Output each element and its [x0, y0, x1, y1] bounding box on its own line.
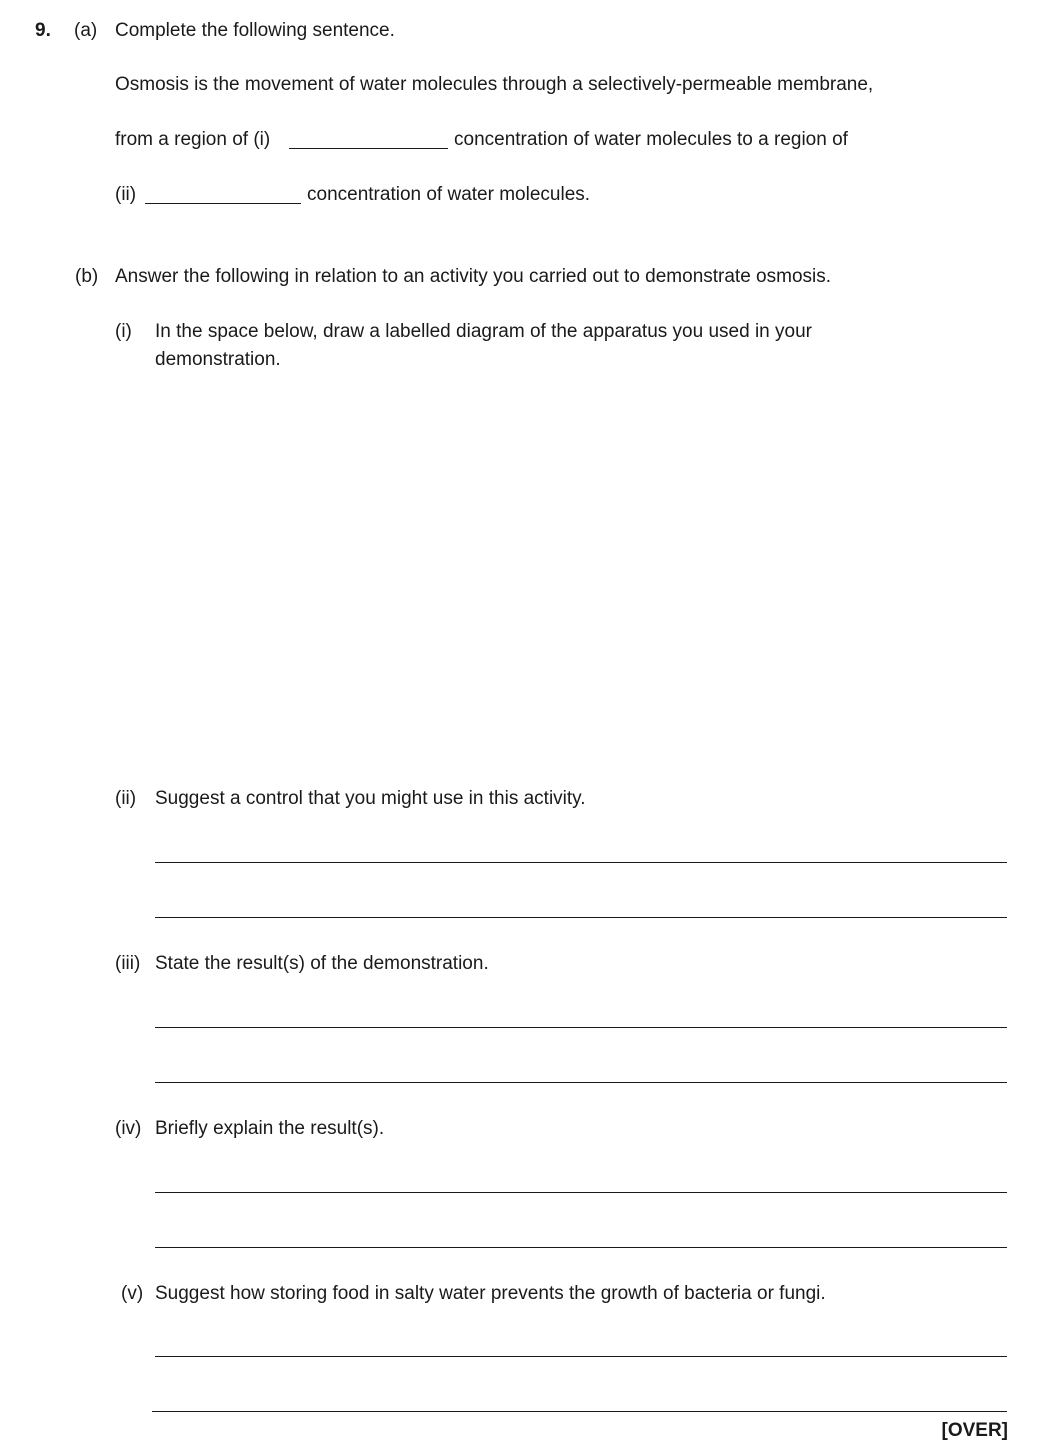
answer-blank-i[interactable] [289, 148, 448, 149]
item-iv-text: Briefly explain the result(s). [155, 1118, 385, 1139]
part-a-ii-label: (ii) [115, 184, 137, 205]
part-a-instruction: Complete the following sentence. [115, 20, 395, 41]
part-a-label: (a) [74, 20, 98, 41]
diagram-drawing-area[interactable] [155, 385, 1007, 775]
item-iv-label: (iv) [115, 1118, 142, 1139]
item-v-text: Suggest how storing food in salty water prevents the growth of bacteria or fungi. [155, 1283, 826, 1304]
item-i-text-line1: In the space below, draw a labelled diagram of the apparatus you used in your [155, 321, 812, 342]
part-a-sentence-line1: Osmosis is the movement of water molecules through a selectively-permeable membrane, [115, 74, 874, 95]
question-number: 9. [35, 20, 51, 41]
item-ii-label: (ii) [115, 788, 137, 809]
item-i-label: (i) [115, 321, 132, 342]
part-a-sentence-line2-end: concentration of water molecules to a region of [454, 129, 848, 150]
answer-line-iv-2[interactable] [155, 1247, 1007, 1248]
answer-blank-ii[interactable] [145, 203, 301, 204]
part-a-sentence-line3-end: concentration of water molecules. [307, 184, 591, 205]
item-iii-text: State the result(s) of the demonstration. [155, 953, 489, 974]
part-b-label: (b) [75, 266, 99, 287]
answer-line-iii-1[interactable] [155, 1027, 1007, 1028]
answer-line-ii-1[interactable] [155, 862, 1007, 863]
answer-line-iii-2[interactable] [155, 1082, 1007, 1083]
part-b-instruction: Answer the following in relation to an activity you carried out to demonstrate osmosis. [115, 266, 832, 287]
answer-line-v-2[interactable] [152, 1411, 1007, 1412]
item-i-text-line2: demonstration. [155, 349, 281, 370]
item-ii-text: Suggest a control that you might use in this activity. [155, 788, 586, 809]
answer-line-v-1[interactable] [155, 1356, 1007, 1357]
over-marker: [OVER] [941, 1420, 1008, 1441]
part-a-sentence-line2-start: from a region of (i) [115, 129, 271, 150]
answer-line-iv-1[interactable] [155, 1192, 1007, 1193]
item-iii-label: (iii) [115, 953, 141, 974]
answer-line-ii-2[interactable] [155, 917, 1007, 918]
item-v-label: (v) [121, 1283, 144, 1304]
